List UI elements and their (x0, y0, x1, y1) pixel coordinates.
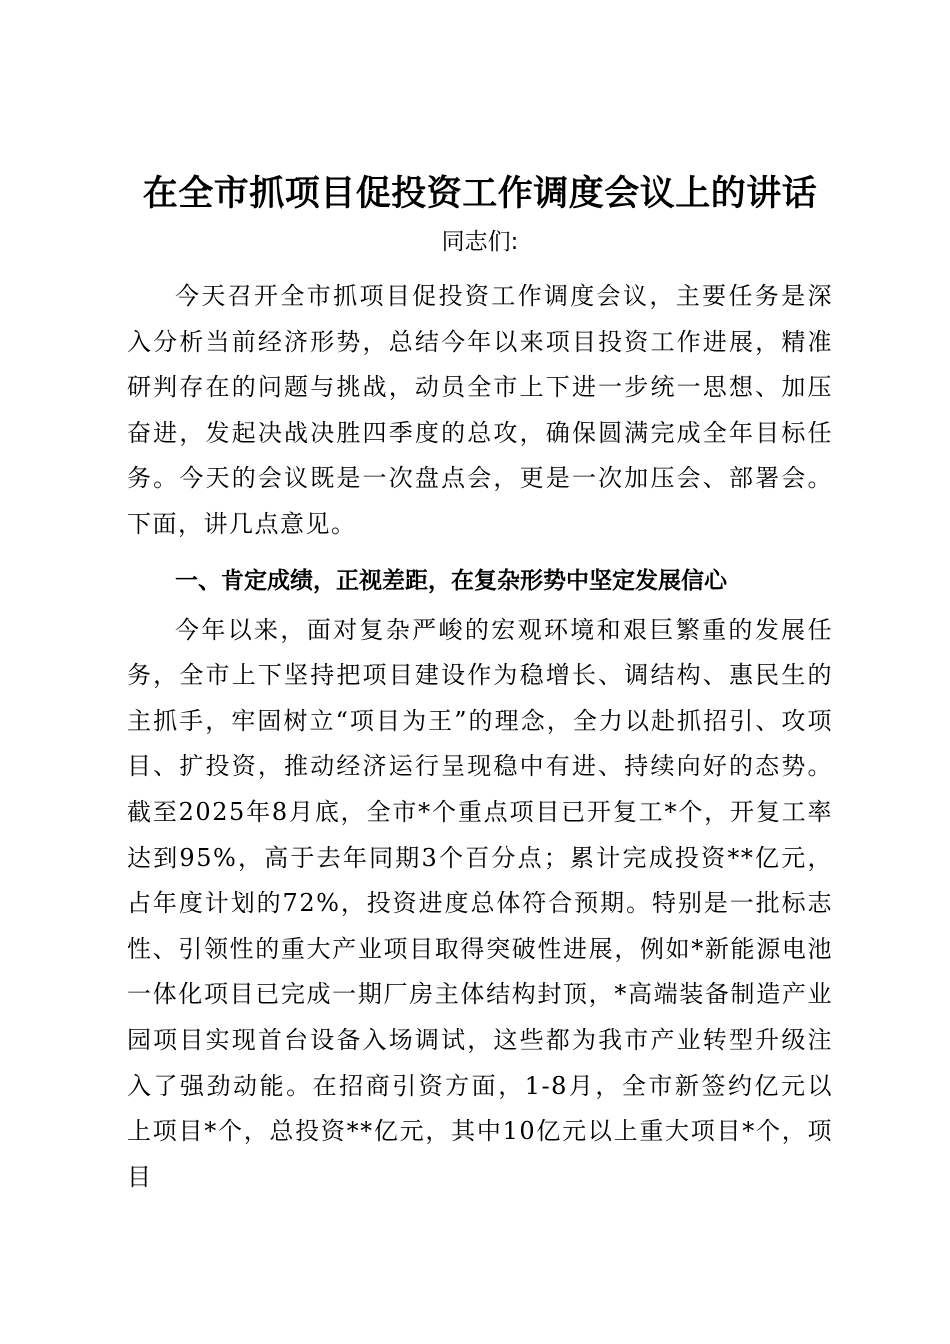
intro-paragraph: 今天召开全市抓项目促投资工作调度会议，主要任务是深入分析当前经济形势，总结今年以来项目投资工作进展，精准研判存在的问题与挑战，动员全市上下进一步统一思想、加压奋进，发起决战决胜四季度的总攻，确保圆满完成全年目标任务。今天的会议既是一次盘点会，更是一次加压会、部署会。下面，讲几点意见。 (127, 282, 833, 538)
section-paragraph: 今年以来，面对复杂严峻的宏观环境和艰巨繁重的发展任务，全市上下坚持把项目建设作为稳增长、调结构、惠民生的主抓手，牢固树立“项目为王”的理念，全力以赴抓招引、攻项目、扩投资，推动经济运行呈现稳中有进、持续向好的态势。截至2025年8月底，全市*个重点项目已开复工*个，开复工率达到95%，高于去年同期3个百分点；累计完成投资**亿元，占年度计划的72%，投资进度总体符合预期。特别是一批标志性、引领性的重大产业项目取得突破性进展，例如*新能源电池一体化项目已完成一期厂房主体结构封顶，*高端装备制造产业园项目实现首台设备入场调试，这些都为我市产业转型升级注入了强劲动能。在招商引资方面，1-8月，全市新签约亿元以上项目*个，总投资**亿元，其中10亿元以上重大项目*个，项目 (127, 615, 833, 1191)
document-title: 在全市抓项目促投资工作调度会议上的讲话 (142, 173, 818, 214)
section-heading: 一、肯定成绩，正视差距，在复杂形势中坚定发展信心 (175, 567, 727, 594)
document-page (127, 168, 833, 1200)
salutation: 同志们: (441, 229, 519, 255)
